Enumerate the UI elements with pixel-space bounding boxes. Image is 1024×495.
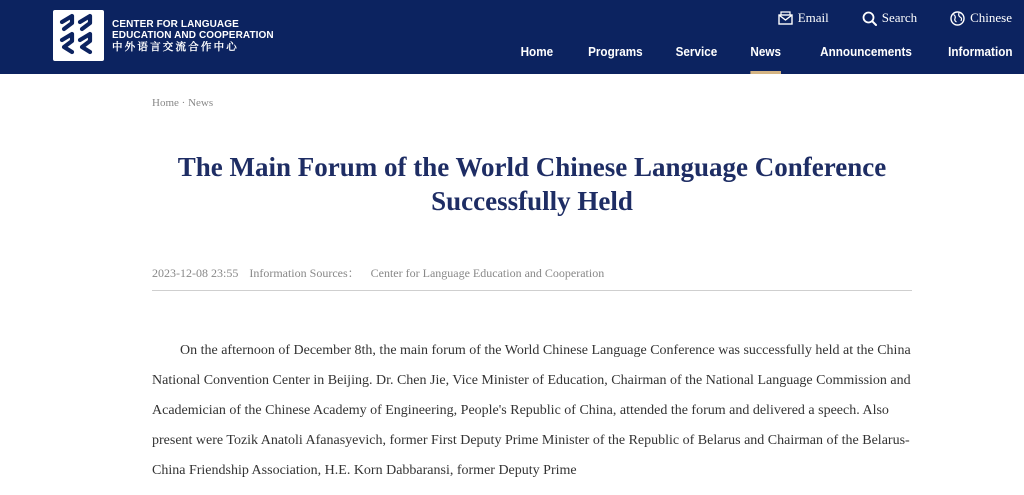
logo-line-3: 中外语言交流合作中心 xyxy=(112,41,239,53)
search-icon xyxy=(862,11,877,26)
site-header xyxy=(0,0,1024,74)
nav-announcements[interactable]: Announcements xyxy=(819,44,912,59)
logo-text xyxy=(112,19,274,54)
email-label: Email xyxy=(797,10,829,25)
article-paragraph: On the afternoon of December 8th, the main forum of the World Chinese Language Conference was successfully held at the China National Convention Center in Beijing. Dr. Chen Jie, Vice Minister of Education, Chairman of the National Language Commission and Academician of the Chinese Academy of Engineering, People's Republic of China, attended the forum and delivered a speech. Also present were Tozik Anatoli Afanasyevich, former First Deputy Prime Minister of the Republic of Belarus and Chairman of the Belarus-China Friendship Association, H.E. Korn Dabbaransi, former Deputy Prime xyxy=(152,343,911,478)
main-nav xyxy=(488,44,1012,74)
logo-line-2: EDUCATION AND COOPERATION xyxy=(112,30,274,41)
source-label: Information Sources： xyxy=(249,266,360,280)
source-value: Center for Language Education and Cooperation xyxy=(370,266,605,280)
email-icon xyxy=(778,11,793,25)
language-label: Chinese xyxy=(970,10,1012,25)
logo-icon[interactable] xyxy=(53,10,104,61)
language-link[interactable] xyxy=(950,10,1012,26)
utility-bar xyxy=(745,10,1012,26)
article-title: The Main Forum of the World Chinese Language Conference Successfully Held xyxy=(177,152,887,216)
breadcrumb xyxy=(152,97,213,109)
nav-news[interactable]: News xyxy=(750,44,781,74)
nav-service[interactable]: Service xyxy=(676,44,718,59)
article-body xyxy=(152,336,912,486)
search-label: Search xyxy=(881,10,918,25)
article-meta xyxy=(152,264,612,281)
article-date: 2023-12-08 23:55 xyxy=(152,266,239,280)
search-link[interactable] xyxy=(862,10,917,26)
breadcrumb-news[interactable]: News xyxy=(188,97,214,109)
nav-home[interactable]: Home xyxy=(520,44,553,59)
globe-icon xyxy=(950,11,965,26)
nav-information[interactable]: Information xyxy=(947,44,1012,59)
breadcrumb-home[interactable]: Home xyxy=(152,97,179,109)
breadcrumb-separator: · xyxy=(181,97,186,109)
nav-programs[interactable]: Programs xyxy=(587,44,643,59)
email-link[interactable] xyxy=(778,10,829,26)
meta-divider xyxy=(152,290,912,291)
logo-line-1: CENTER FOR LANGUAGE xyxy=(112,19,239,30)
